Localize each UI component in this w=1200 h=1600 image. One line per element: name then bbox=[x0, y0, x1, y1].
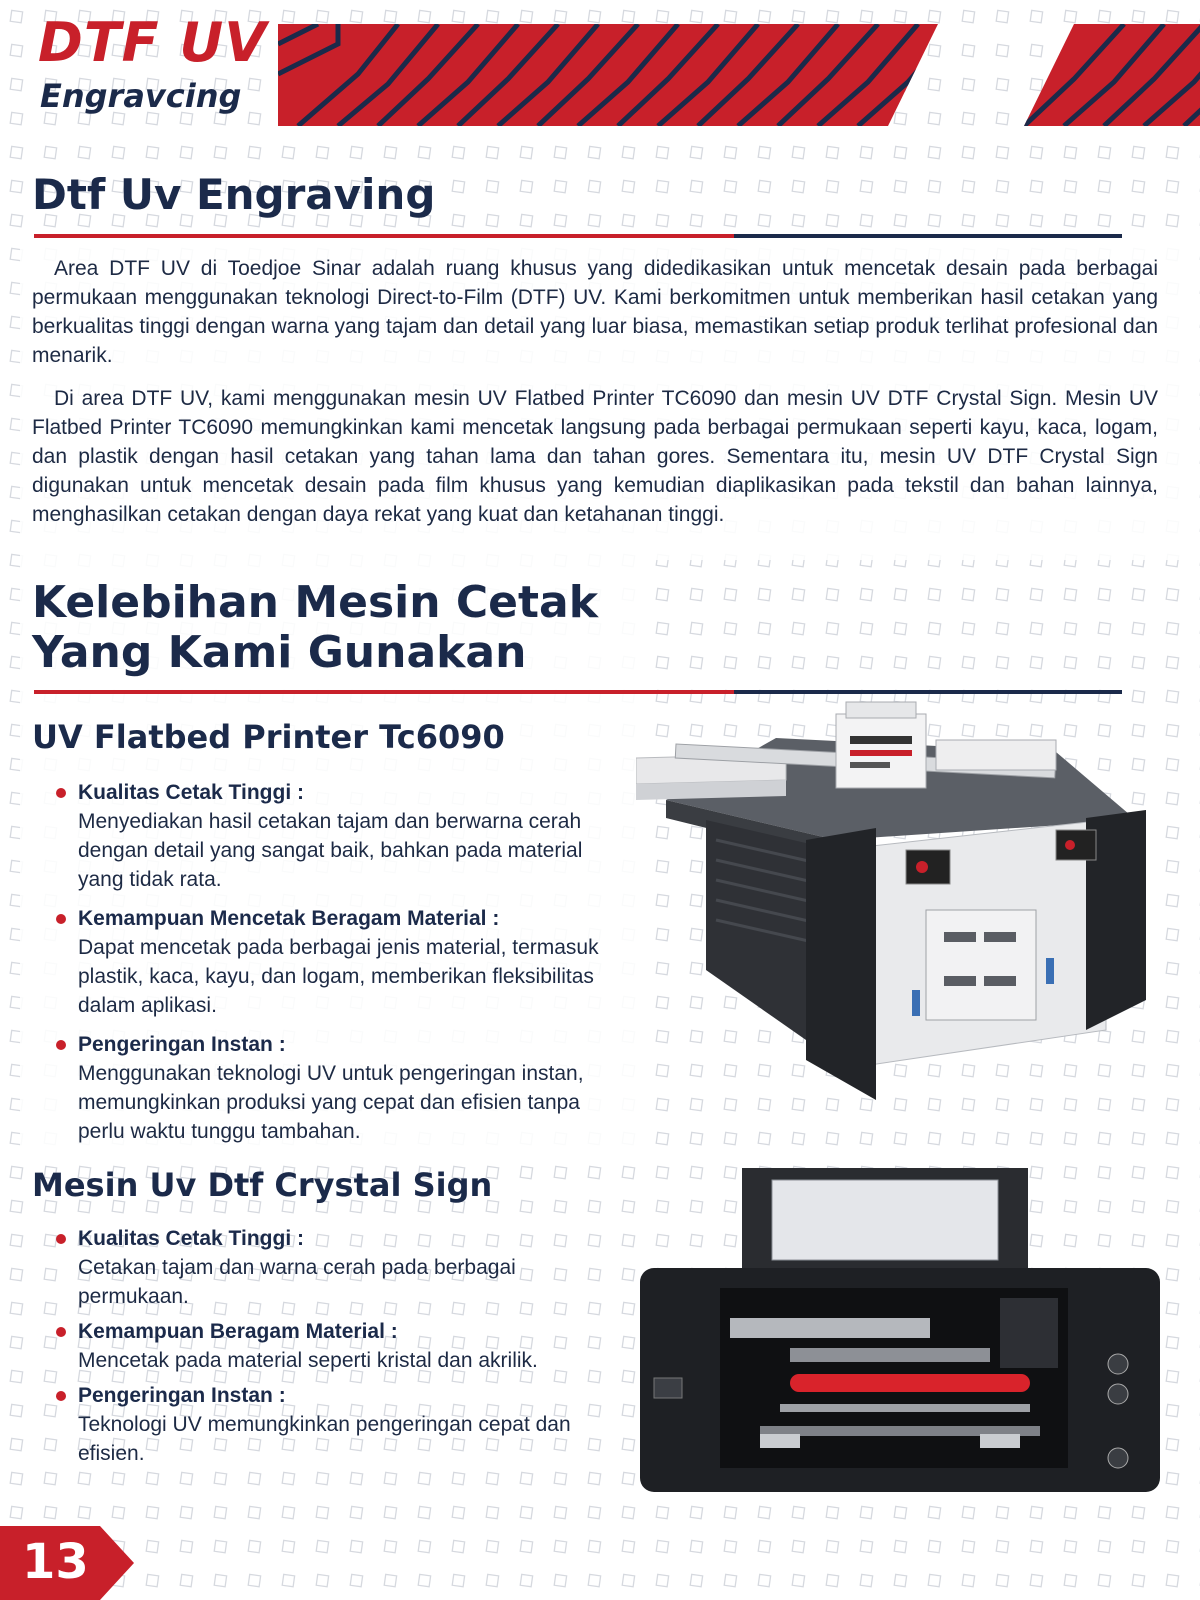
feature-label: Pengeringan Instan : bbox=[78, 1384, 286, 1407]
bullet-dot bbox=[56, 914, 66, 924]
brand-title: DTF UV bbox=[38, 11, 267, 74]
feature-label: Kualitas Cetak Tinggi : bbox=[78, 1227, 304, 1250]
bullet-dot bbox=[56, 1327, 66, 1337]
list-item bbox=[54, 904, 614, 1020]
list-item bbox=[54, 1381, 614, 1468]
feature-description: Mencetak pada material seperti kristal dan akrilik. bbox=[78, 1349, 538, 1372]
header-stripe-banner-right bbox=[1024, 24, 1200, 126]
machine2-title: Mesin Uv Dtf Crystal Sign bbox=[32, 1166, 493, 1204]
bullet-dot bbox=[56, 1234, 66, 1244]
uv-flatbed-printer-image bbox=[636, 700, 1166, 1100]
feature-description: Teknologi UV memungkinkan pengeringan cepat dan efisien. bbox=[78, 1413, 571, 1465]
machine1-title: UV Flatbed Printer Tc6090 bbox=[32, 718, 505, 756]
list-item bbox=[54, 1030, 614, 1146]
page-number: 13 bbox=[22, 1534, 89, 1590]
feature-label: Kualitas Cetak Tinggi : bbox=[78, 781, 304, 804]
bullet-dot bbox=[56, 1391, 66, 1401]
bullet-dot bbox=[56, 788, 66, 798]
feature-description: Menggunakan teknologi UV untuk pengeringan instan, memungkinkan produksi yang cepat dan efisien tanpa perlu waktu tunggu tambahan. bbox=[78, 1062, 584, 1143]
list-item bbox=[54, 778, 614, 894]
feature-description: Dapat mencetak pada berbagai jenis material, termasuk plastik, kaca, kayu, dan logam, memberikan fleksibilitas dalam aplikasi. bbox=[78, 936, 599, 1017]
list-item bbox=[54, 1224, 614, 1311]
section-title: Dtf Uv Engraving bbox=[32, 170, 436, 219]
feature-label: Kemampuan Mencetak Beragam Material : bbox=[78, 907, 500, 930]
machine2-feature-list bbox=[54, 1224, 614, 1468]
intro-paragraph-2: Di area DTF UV, kami menggunakan mesin UV Flatbed Printer TC6090 dan mesin UV DTF Crystal Sign. Mesin UV Flatbed Printer TC6090 memungkinkan kami mencetak langsung pada berbagai permukaan seperti kayu, kaca, logam, dan plastik dengan hasil cetakan yang tahan lama dan tahan gores. Sementara itu, mesin UV DTF Crystal Sign digunakan untuk mencetak desain pada film khusus yang kemudian diaplikasikan pada tekstil dan bahan lainnya, menghasilkan cetakan dengan daya rekat yang kuat dan ketahanan tinggi. bbox=[32, 387, 1158, 526]
intro-paragraph-1: Area DTF UV di Toedjoe Sinar adalah ruang khusus yang didedikasikan untuk mencetak desain pada berbagai permukaan menggunakan teknologi Direct-to-Film (DTF) UV. Kami berkomitmen untuk memberikan hasil cetakan yang berkualitas tinggi dengan warna yang tajam dan detail yang luar biasa, memastikan setiap produk terlihat profesional dan menarik. bbox=[32, 257, 1158, 367]
header-stripe-banner bbox=[278, 24, 938, 126]
advantages-title bbox=[32, 578, 732, 678]
bullet-dot bbox=[56, 1040, 66, 1050]
advantages-divider bbox=[34, 690, 1122, 694]
list-item bbox=[54, 1317, 614, 1375]
brand-subtitle: Engravcing bbox=[40, 77, 242, 115]
section-divider bbox=[34, 234, 1122, 238]
feature-label: Kemampuan Beragam Material : bbox=[78, 1320, 398, 1343]
machine1-feature-list bbox=[54, 778, 614, 1146]
feature-label: Pengeringan Instan : bbox=[78, 1033, 286, 1056]
uv-dtf-crystal-sign-printer-image bbox=[640, 1168, 1168, 1492]
advantages-title-line-2: Yang Kami Gunakan bbox=[32, 627, 527, 678]
advantages-title-line-1: Kelebihan Mesin Cetak bbox=[32, 577, 598, 628]
feature-description: Menyediakan hasil cetakan tajam dan berwarna cerah dengan detail yang sangat baik, bahkan pada material yang tidak rata. bbox=[78, 810, 583, 891]
feature-description: Cetakan tajam dan warna cerah pada berbagai permukaan. bbox=[78, 1256, 516, 1308]
